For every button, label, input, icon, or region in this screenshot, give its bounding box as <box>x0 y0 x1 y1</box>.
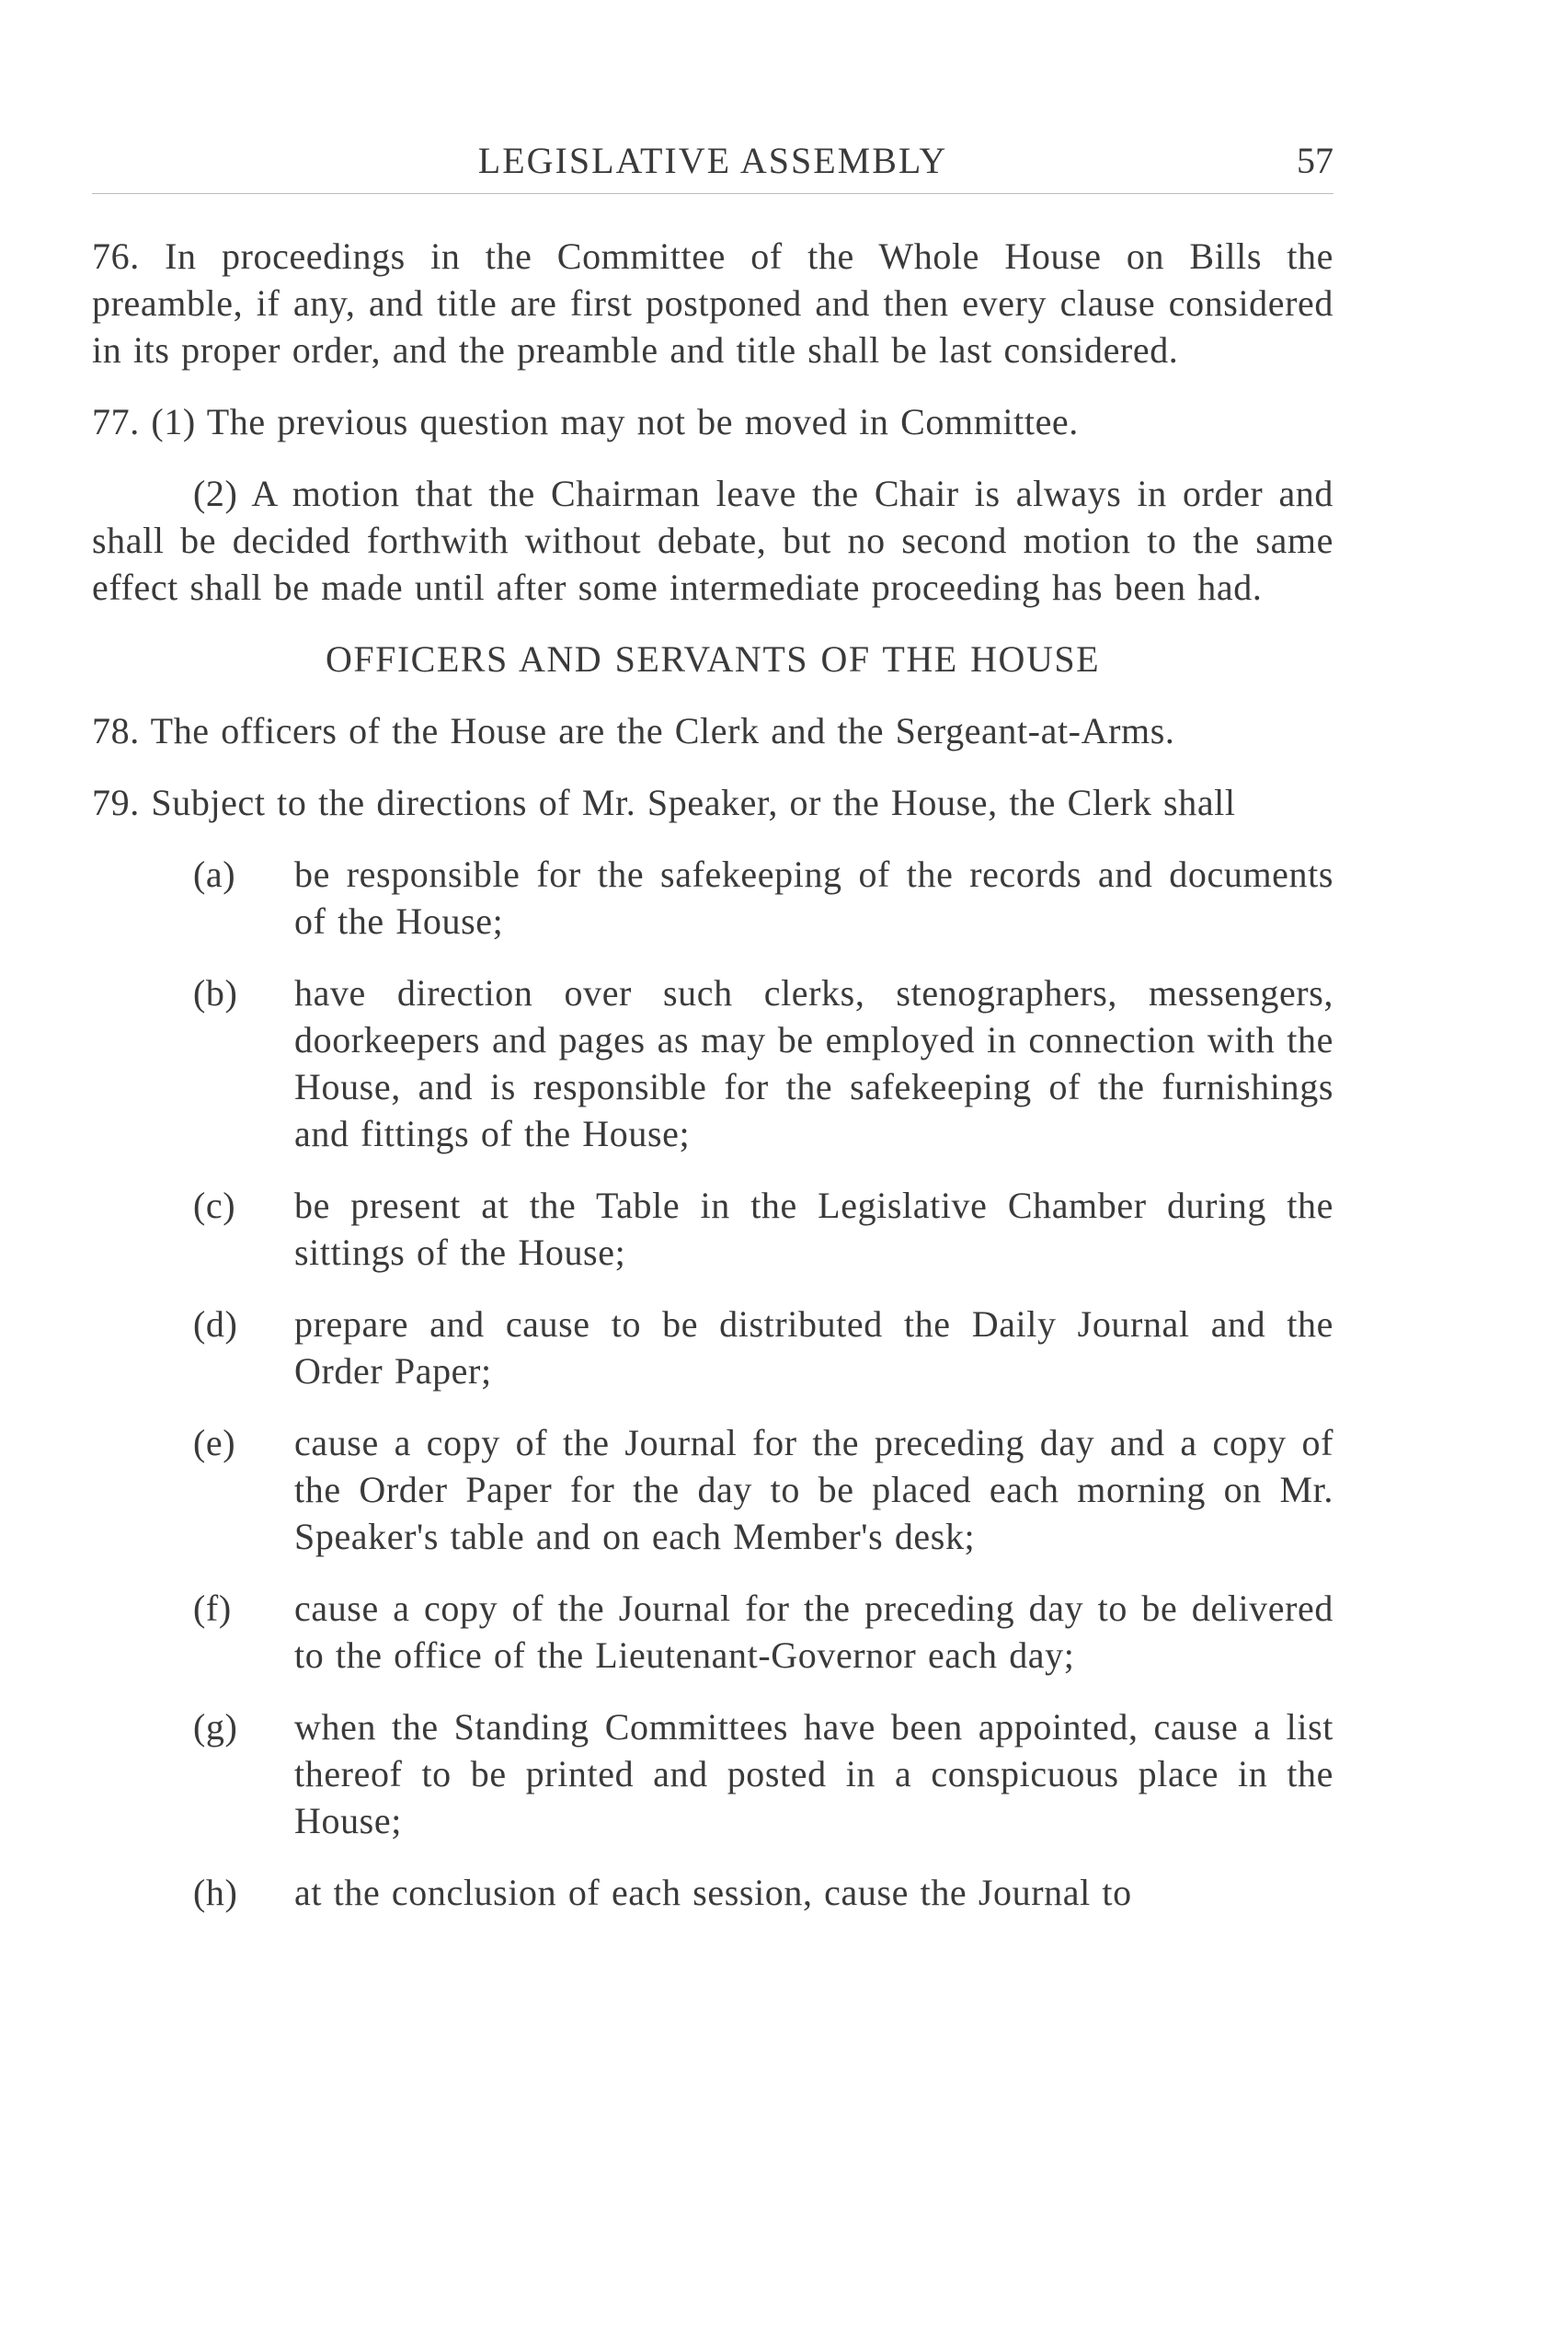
list-item-text: when the Standing Committees have been appointed, cause a list thereof to be printed and posted in a conspicuous place in the House; <box>294 1706 1333 1841</box>
rule-77-1: 77. (1) The previous question may not be moved in Committee. <box>92 401 1079 442</box>
list-item-label: (e) <box>193 1422 236 1463</box>
running-head: LEGISLATIVE ASSEMBLY <box>477 140 948 181</box>
list-item-text: at the conclusion of each session, cause the Journal to <box>294 1872 1132 1913</box>
list-item-e <box>92 1419 1333 1560</box>
list-item-g <box>92 1703 1333 1844</box>
document-body <box>92 233 1333 1916</box>
list-item-label: (f) <box>193 1588 232 1629</box>
page-header <box>92 138 1333 194</box>
document-page <box>92 138 1333 1916</box>
list-item-d <box>92 1301 1333 1394</box>
list-item-text: be responsible for the safekeeping of the records and documents of the House; <box>294 854 1333 942</box>
list-item-a <box>92 851 1333 945</box>
list-item-text: prepare and cause to be distributed the Daily Journal and the Order Paper; <box>294 1303 1333 1392</box>
list-item-label: (d) <box>193 1303 238 1345</box>
list-item-text: cause a copy of the Journal for the preceding day and a copy of the Order Paper for the day to be placed each morning on Mr. Speaker's table and on each Member's desk; <box>294 1422 1333 1557</box>
list-item-label: (h) <box>193 1872 238 1913</box>
page-number: 57 <box>1297 140 1333 181</box>
list-item-c <box>92 1182 1333 1276</box>
list-item-f <box>92 1585 1333 1679</box>
rule-78: 78. The officers of the House are the Clerk and the Sergeant-at-Arms. <box>92 710 1175 751</box>
list-item-h <box>92 1869 1333 1916</box>
rule-76: 76. In proceedings in the Committee of the Whole House on Bills the preamble, if any, and title are first postponed and then every clause considered in its proper order, and the preamble and title shall be last considered. <box>92 235 1333 371</box>
list-item-label: (b) <box>193 972 238 1014</box>
section-heading: OFFICERS AND SERVANTS OF THE HOUSE <box>325 638 1101 680</box>
list-item-text: have direction over such clerks, stenographers, messengers, doorkeepers and pages as may be employed in connection with the House, and is responsible for the safekeeping of the furnishings and fittings of the House; <box>294 972 1333 1154</box>
list-item-b <box>92 969 1333 1157</box>
list-item-text: cause a copy of the Journal for the preceding day to be delivered to the office of the Lieutenant-Governor each day; <box>294 1588 1333 1676</box>
rule-79: 79. Subject to the directions of Mr. Speaker, or the House, the Clerk shall <box>92 782 1236 823</box>
list-item-label: (c) <box>193 1185 236 1226</box>
list-item-label: (g) <box>193 1706 238 1748</box>
list-item-label: (a) <box>193 854 236 895</box>
list-item-text: be present at the Table in the Legislative Chamber during the sittings of the House; <box>294 1185 1333 1273</box>
rule-77-2: (2) A motion that the Chairman leave the Chair is always in order and shall be decided forthwith without debate, but no second motion to the same effect shall be made until after some intermediate proceeding has been had. <box>92 473 1333 608</box>
